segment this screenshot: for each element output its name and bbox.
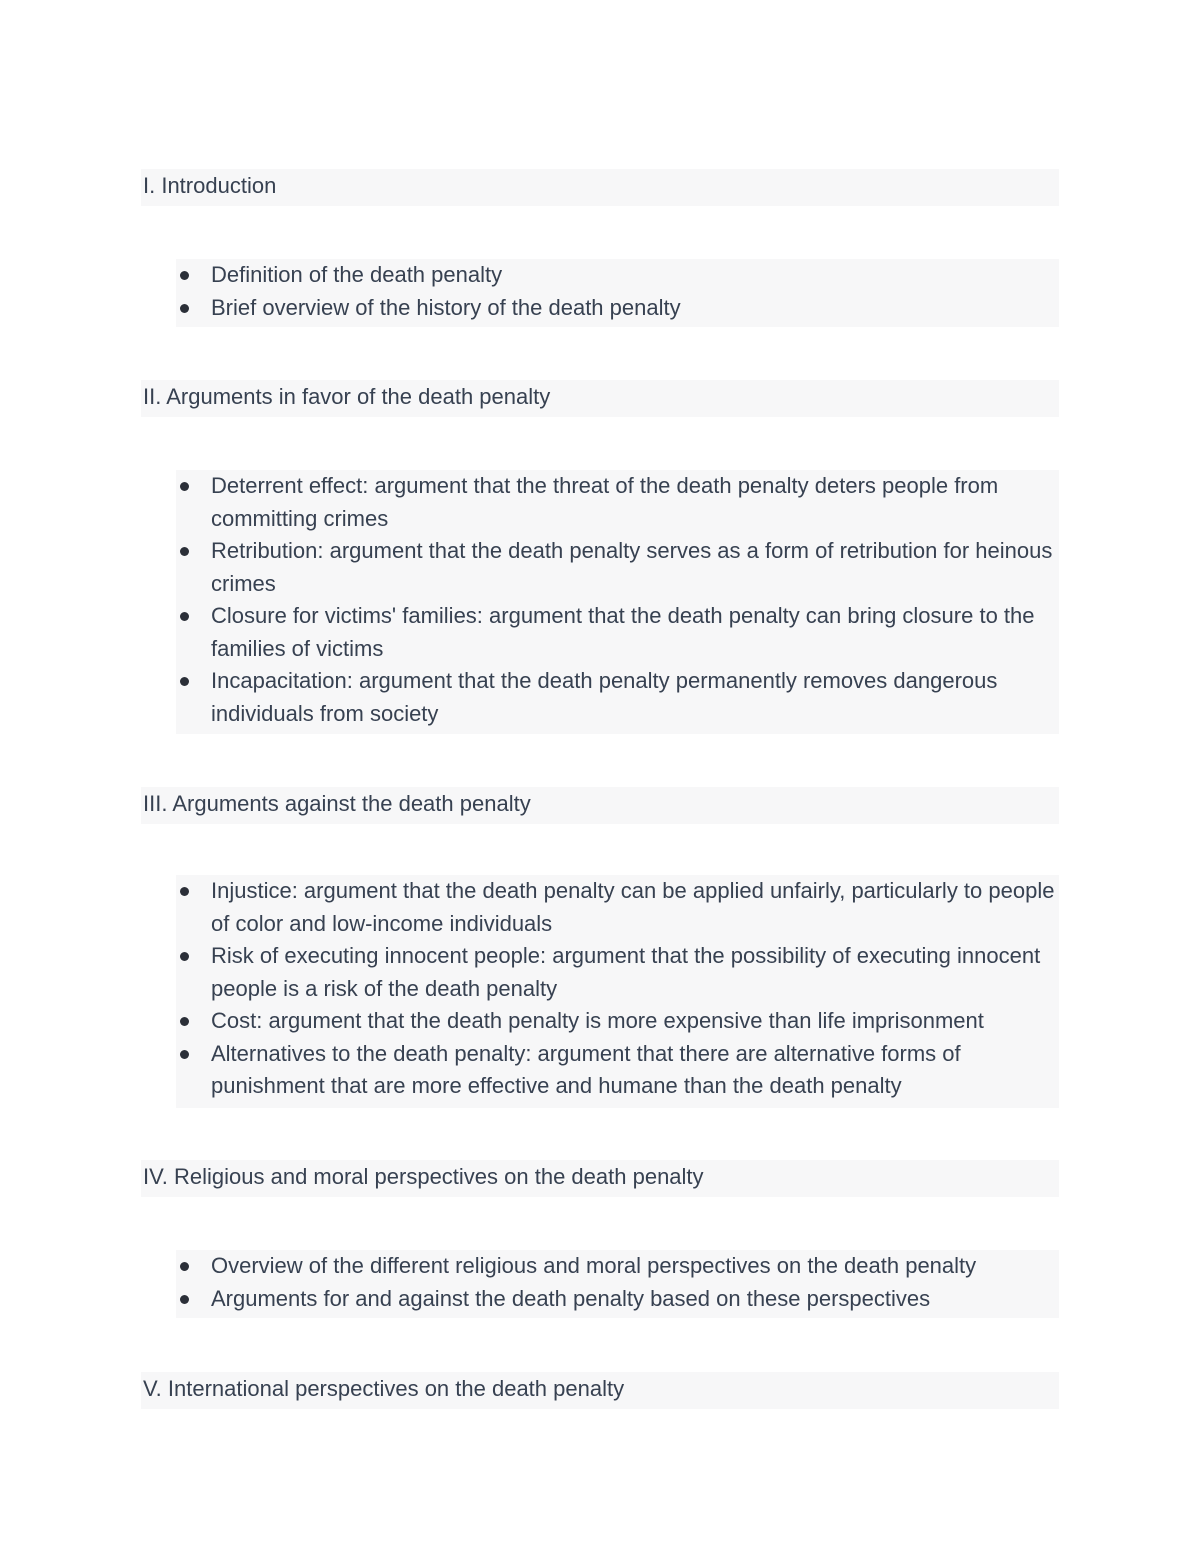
list-item — [176, 600, 1059, 665]
arguments-in-favor-list — [176, 470, 1059, 734]
bullet-icon — [180, 1017, 189, 1026]
list-item — [176, 259, 1059, 292]
list-item-text: Injustice: argument that the death penalty can be applied unfairly, particularly to people of color and low-income individuals — [211, 878, 1055, 936]
list-item-text: Incapacitation: argument that the death penalty permanently removes dangerous individuals from society — [211, 668, 998, 726]
section-heading-introduction: I. Introduction — [141, 169, 1059, 206]
list-item-text: Deterrent effect: argument that the threat of the death penalty deters people from committing crimes — [211, 473, 999, 531]
section-heading-international: V. International perspectives on the death penalty — [141, 1372, 1059, 1409]
list-item — [176, 292, 1059, 325]
bullet-icon — [180, 952, 189, 961]
list-item — [176, 1283, 1059, 1316]
list-item — [176, 1005, 1059, 1038]
list-item-text: Arguments for and against the death penalty based on these perspectives — [211, 1285, 931, 1311]
list-item-text: Overview of the different religious and moral perspectives on the death penalty — [211, 1253, 977, 1278]
list-item — [176, 535, 1059, 600]
section-heading-arguments-against: III. Arguments against the death penalty — [141, 787, 1059, 824]
bullet-icon — [180, 677, 189, 686]
list-item-text: Definition of the death penalty — [211, 262, 503, 287]
bullet-icon — [180, 887, 189, 896]
religious-moral-list — [176, 1250, 1059, 1318]
introduction-list — [176, 259, 1059, 327]
list-item — [176, 1038, 1059, 1103]
bullet-icon — [180, 547, 189, 556]
bullet-icon — [180, 304, 189, 313]
list-item-text: Retribution: argument that the death penalty serves as a form of retribution for heinous crimes — [211, 538, 1053, 596]
list-item-text: Brief overview of the history of the death penalty — [211, 294, 681, 320]
list-item — [176, 470, 1059, 535]
list-item-text: Risk of executing innocent people: argument that the possibility of executing innocent people is a risk of the death penalty — [211, 943, 1041, 1001]
bullet-icon — [180, 612, 189, 621]
bullet-icon — [180, 271, 189, 280]
arguments-against-list — [176, 875, 1059, 1108]
list-item — [176, 1250, 1059, 1283]
list-item-text: Alternatives to the death penalty: argument that there are alternative forms of punishment that are more effective and humane than the death penalty — [211, 1040, 961, 1098]
list-item — [176, 940, 1059, 1005]
section-heading-arguments-in-favor: II. Arguments in favor of the death penalty — [141, 380, 1059, 417]
bullet-icon — [180, 1050, 189, 1059]
list-item — [176, 665, 1059, 730]
bullet-icon — [180, 1295, 189, 1304]
section-heading-religious-moral: IV. Religious and moral perspectives on the death penalty — [141, 1160, 1059, 1197]
list-item-text: Closure for victims' families: argument that the death penalty can bring closure to the families of victims — [211, 603, 1035, 661]
list-item — [176, 875, 1059, 940]
list-item-text: Cost: argument that the death penalty is more expensive than life imprisonment — [211, 1008, 984, 1033]
bullet-icon — [180, 1262, 189, 1271]
bullet-icon — [180, 482, 189, 491]
